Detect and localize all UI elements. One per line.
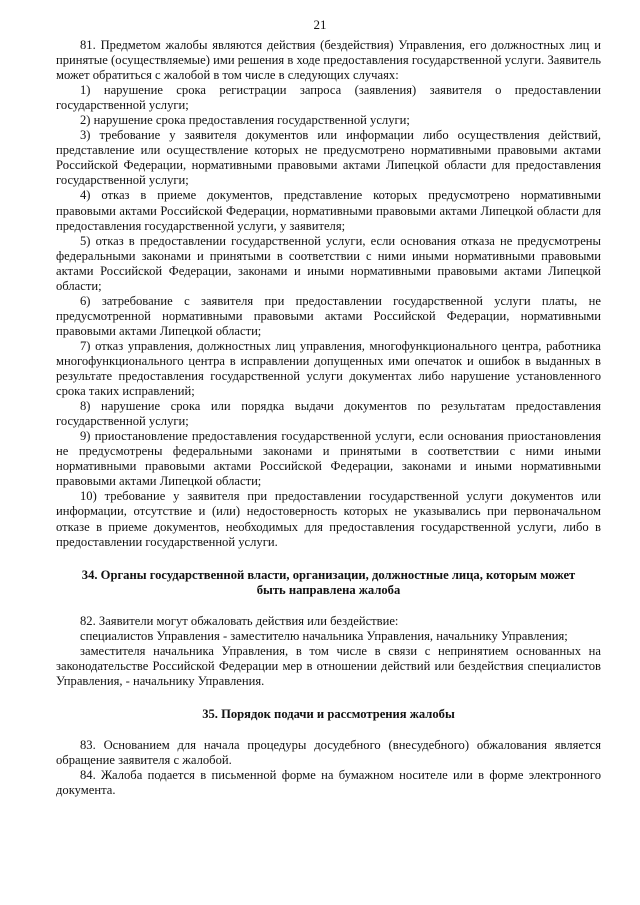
paragraph: 8) нарушение срока или порядка выдачи документов по результатам предоставления государственной услуги; — [56, 399, 601, 429]
paragraph: 83. Основанием для начала процедуры досудебного (внесудебного) обжалования является обращение заявителя с жалобой. — [56, 737, 601, 768]
paragraph: 2) нарушение срока предоставления государственной услуги; — [80, 113, 410, 128]
paragraph: 5) отказ в предоставлении государственной услуги, если основания отказа не предусмотрены федеральными законами и принятыми в соответствии с ними иными нормативными правовыми актами Российской Федерации, законами и иными нормативными правовыми актами Липецкой области; — [56, 233, 601, 293]
section-heading-35: 35. Порядок подачи и рассмотрения жалобы — [202, 706, 455, 721]
paragraph: 84. Жалоба подается в письменной форме на бумажном носителе или в форме электронного документа. — [56, 768, 601, 798]
paragraph: 9) приостановление предоставления государственной услуги, если основания приостановления не предусмотрены федеральными законами и принятыми в соответствии с ними иными нормативными правовыми актами Российской Федерации, законами и иными нормативными правовыми актами Липецкой области; — [56, 429, 601, 489]
paragraph: специалистов Управления - заместителю начальника Управления, начальнику Управления; — [80, 628, 568, 643]
section-heading-34: 34. Органы государственной власти, организации, должностные лица, которым может быть направлена жалоба — [81, 567, 576, 597]
paragraph: 6) затребование с заявителя при предоставлении государственной услуги платы, не предусмотренной нормативными правовыми актами Российской Федерации, нормативными правовыми актами Липецкой области; — [56, 293, 601, 338]
paragraph: 82. Заявители могут обжаловать действия или бездействие: — [80, 613, 399, 628]
document-body — [56, 38, 601, 798]
paragraph: заместителя начальника Управления, в том числе в связи с непринятием основанных на законодательстве Российской Федерации мер в отношении действий или бездействия специалистов Управления, - начальнику Управления. — [56, 643, 601, 688]
paragraph: 7) отказ управления, должностных лиц управления, многофункционального центра, работника многофункционального центра в исправлении допущенных ими опечаток и ошибок в выданных в результате предоставления государственной услуги документах либо нарушение установленного срока таких исправлений; — [56, 338, 601, 399]
paragraph: 81. Предметом жалобы являются действия (бездействия) Управления, его должностных лиц и принятые (осуществляемые) ими решения в ходе предоставления государственной услуги. Заявитель может обратиться с жалобой в том числе в следующих случаях: — [56, 38, 601, 83]
page-number: 21 — [313, 17, 327, 32]
paragraph: 1) нарушение срока регистрации запроса (заявления) заявителя о предоставлении государственной услуги; — [56, 83, 601, 113]
paragraph: 10) требование у заявителя при предоставлении государственной услуги документов или информации, отсутствие и (или) недостоверность которых не указывались при первоначальном отказе в приеме документов, необходимых для предоставления государственной услуги, либо в предоставлении государственной услуги. — [56, 489, 601, 549]
paragraph: 3) требование у заявителя документов или информации либо осуществления действий, представление или осуществление которых не предусмотрено нормативными правовыми актами Российской Федерации, нормативными правовыми актами Липецкой области для предоставления государственной услуги; — [56, 128, 601, 188]
paragraph: 4) отказ в приеме документов, представление которых предусмотрено нормативными правовыми актами Российской Федерации, нормативными правовыми актами Липецкой области для предоставления государственной услуги, у заявителя; — [56, 188, 601, 233]
